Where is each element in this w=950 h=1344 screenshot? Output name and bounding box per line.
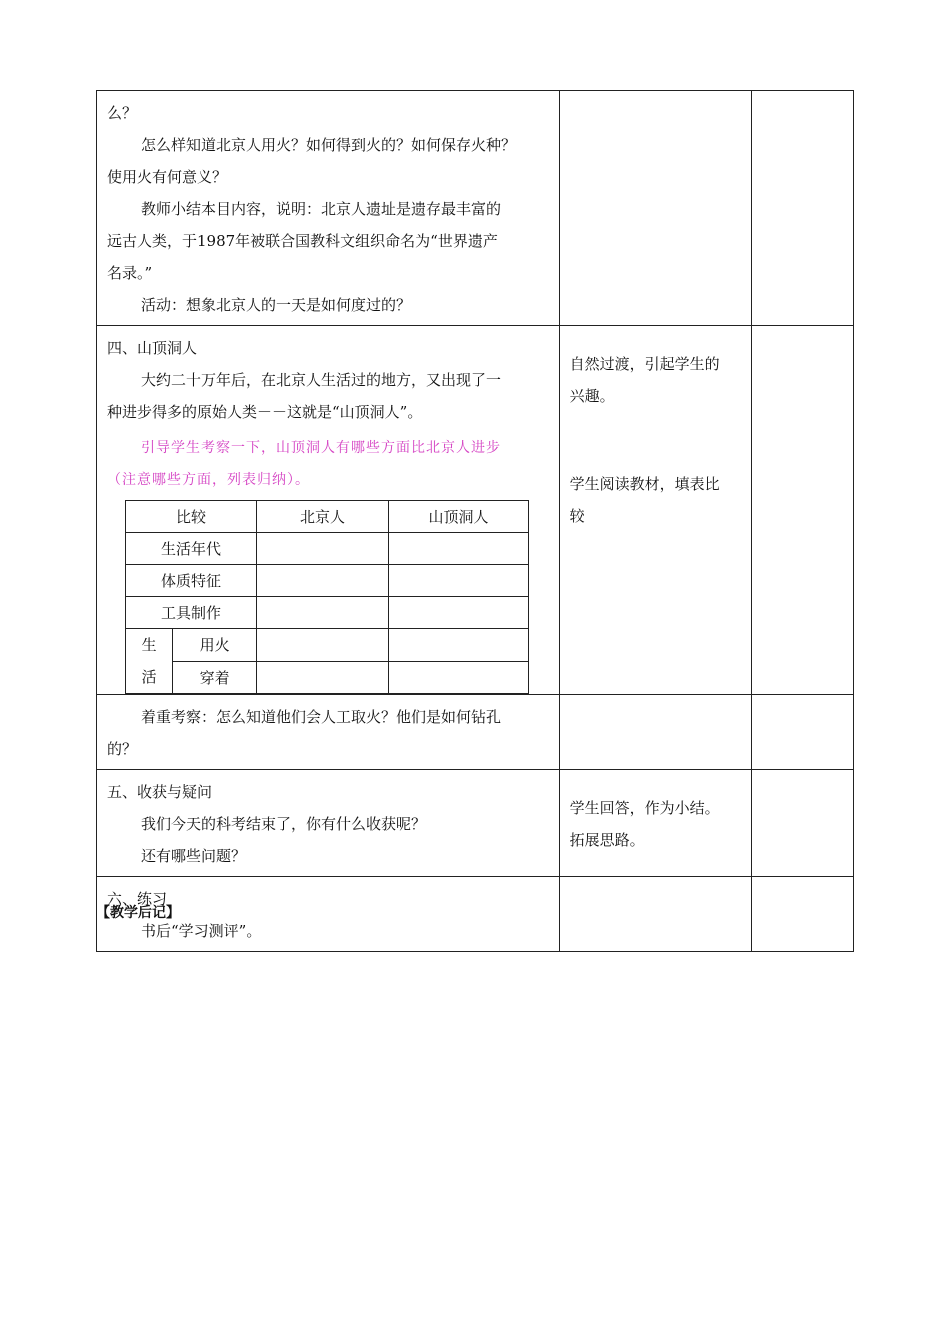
section-heading: 六、练习 bbox=[107, 890, 168, 908]
empty-cell bbox=[388, 597, 528, 629]
life-char-2: 活 bbox=[141, 668, 157, 686]
text-line: 着重考察：怎么知道他们会人工取火？他们是如何钻孔 bbox=[141, 708, 502, 726]
comparison-header-row bbox=[126, 501, 529, 533]
empty-cell bbox=[388, 533, 528, 565]
section-heading: 五、收获与疑问 bbox=[107, 783, 213, 801]
note-text: 学生阅读教材，填表比 bbox=[569, 475, 720, 493]
blank-cell bbox=[751, 326, 853, 695]
guide-text: 引导学生考察一下，山顶洞人有哪些方面比北京人进步 bbox=[141, 440, 501, 456]
note-text: 拓展思路。 bbox=[569, 831, 645, 849]
text-line: 名录。” bbox=[107, 264, 153, 282]
row-exercise bbox=[97, 877, 854, 952]
header-compare: 比较 bbox=[126, 501, 257, 533]
note-text: 较 bbox=[569, 507, 585, 525]
blank-cell bbox=[751, 695, 853, 770]
text-line: 种进步得多的原始人类－－这就是“山顶洞人”。 bbox=[107, 403, 423, 421]
text-line: 教师小结本目内容，说明：北京人遗址是遗存最丰富的 bbox=[141, 200, 502, 218]
row-focus-question bbox=[97, 695, 854, 770]
teaching-afterword-label: 【教学后记】 bbox=[96, 905, 180, 921]
row-label-clothing: 穿着 bbox=[173, 661, 257, 694]
main-cell bbox=[97, 326, 560, 695]
empty-cell bbox=[256, 533, 388, 565]
note-text: 自然过渡，引起学生的 bbox=[569, 355, 720, 373]
row-label-tools: 工具制作 bbox=[126, 597, 257, 629]
guide-text: （注意哪些方面，列表归纳）。 bbox=[107, 472, 310, 488]
row-peking-fire bbox=[97, 91, 854, 326]
row-harvest-questions bbox=[97, 770, 854, 877]
lesson-plan-table bbox=[96, 90, 854, 952]
text-line: 我们今天的科考结束了，你有什么收获呢？ bbox=[141, 815, 427, 833]
empty-cell bbox=[256, 565, 388, 597]
row-label-life bbox=[126, 629, 173, 694]
note-text: 学生回答，作为小结。 bbox=[569, 799, 720, 817]
text-line: 大约二十万年后，在北京人生活过的地方，又出现了一 bbox=[141, 371, 502, 389]
note-cell bbox=[559, 770, 751, 877]
comparison-row bbox=[126, 661, 529, 694]
empty-cell bbox=[388, 661, 528, 694]
empty-cell bbox=[388, 629, 528, 662]
text-line: 还有哪些问题？ bbox=[141, 847, 247, 865]
row-label-physique: 体质特征 bbox=[126, 565, 257, 597]
blank-cell bbox=[751, 877, 853, 952]
text-line: 的？ bbox=[107, 740, 138, 758]
text-line: 使用火有何意义？ bbox=[107, 168, 228, 186]
comparison-table bbox=[125, 500, 529, 694]
note-text: 兴趣。 bbox=[569, 387, 615, 405]
text-line: 活动：想象北京人的一天是如何度过的？ bbox=[141, 296, 412, 314]
main-cell bbox=[97, 695, 560, 770]
note-cell bbox=[559, 91, 751, 326]
comparison-row bbox=[126, 629, 529, 662]
empty-cell bbox=[256, 629, 388, 662]
main-cell bbox=[97, 91, 560, 326]
empty-cell bbox=[256, 661, 388, 694]
text-line: 怎么样知道北京人用火？如何得到火的？如何保存火种？ bbox=[141, 136, 517, 154]
header-peking-man: 北京人 bbox=[256, 501, 388, 533]
empty-cell bbox=[256, 597, 388, 629]
main-cell bbox=[97, 770, 560, 877]
comparison-row bbox=[126, 565, 529, 597]
comparison-row bbox=[126, 597, 529, 629]
note-cell bbox=[559, 695, 751, 770]
text-line: 书后“学习测评”。 bbox=[141, 922, 262, 940]
note-cell bbox=[559, 877, 751, 952]
life-char-1: 生 bbox=[141, 636, 157, 654]
comparison-row bbox=[126, 533, 529, 565]
blank-cell bbox=[751, 770, 853, 877]
blank-cell bbox=[751, 91, 853, 326]
row-label-era: 生活年代 bbox=[126, 533, 257, 565]
header-upper-cave-man: 山顶洞人 bbox=[388, 501, 528, 533]
row-upper-cave-man bbox=[97, 326, 854, 695]
row-label-fire: 用火 bbox=[173, 629, 257, 662]
text-line: 远古人类，于1987年被联合国教科文组织命名为“世界遗产 bbox=[107, 232, 498, 250]
text-line: 么？ bbox=[107, 104, 138, 122]
section-heading: 四、山顶洞人 bbox=[107, 339, 198, 357]
note-cell bbox=[559, 326, 751, 695]
empty-cell bbox=[388, 565, 528, 597]
